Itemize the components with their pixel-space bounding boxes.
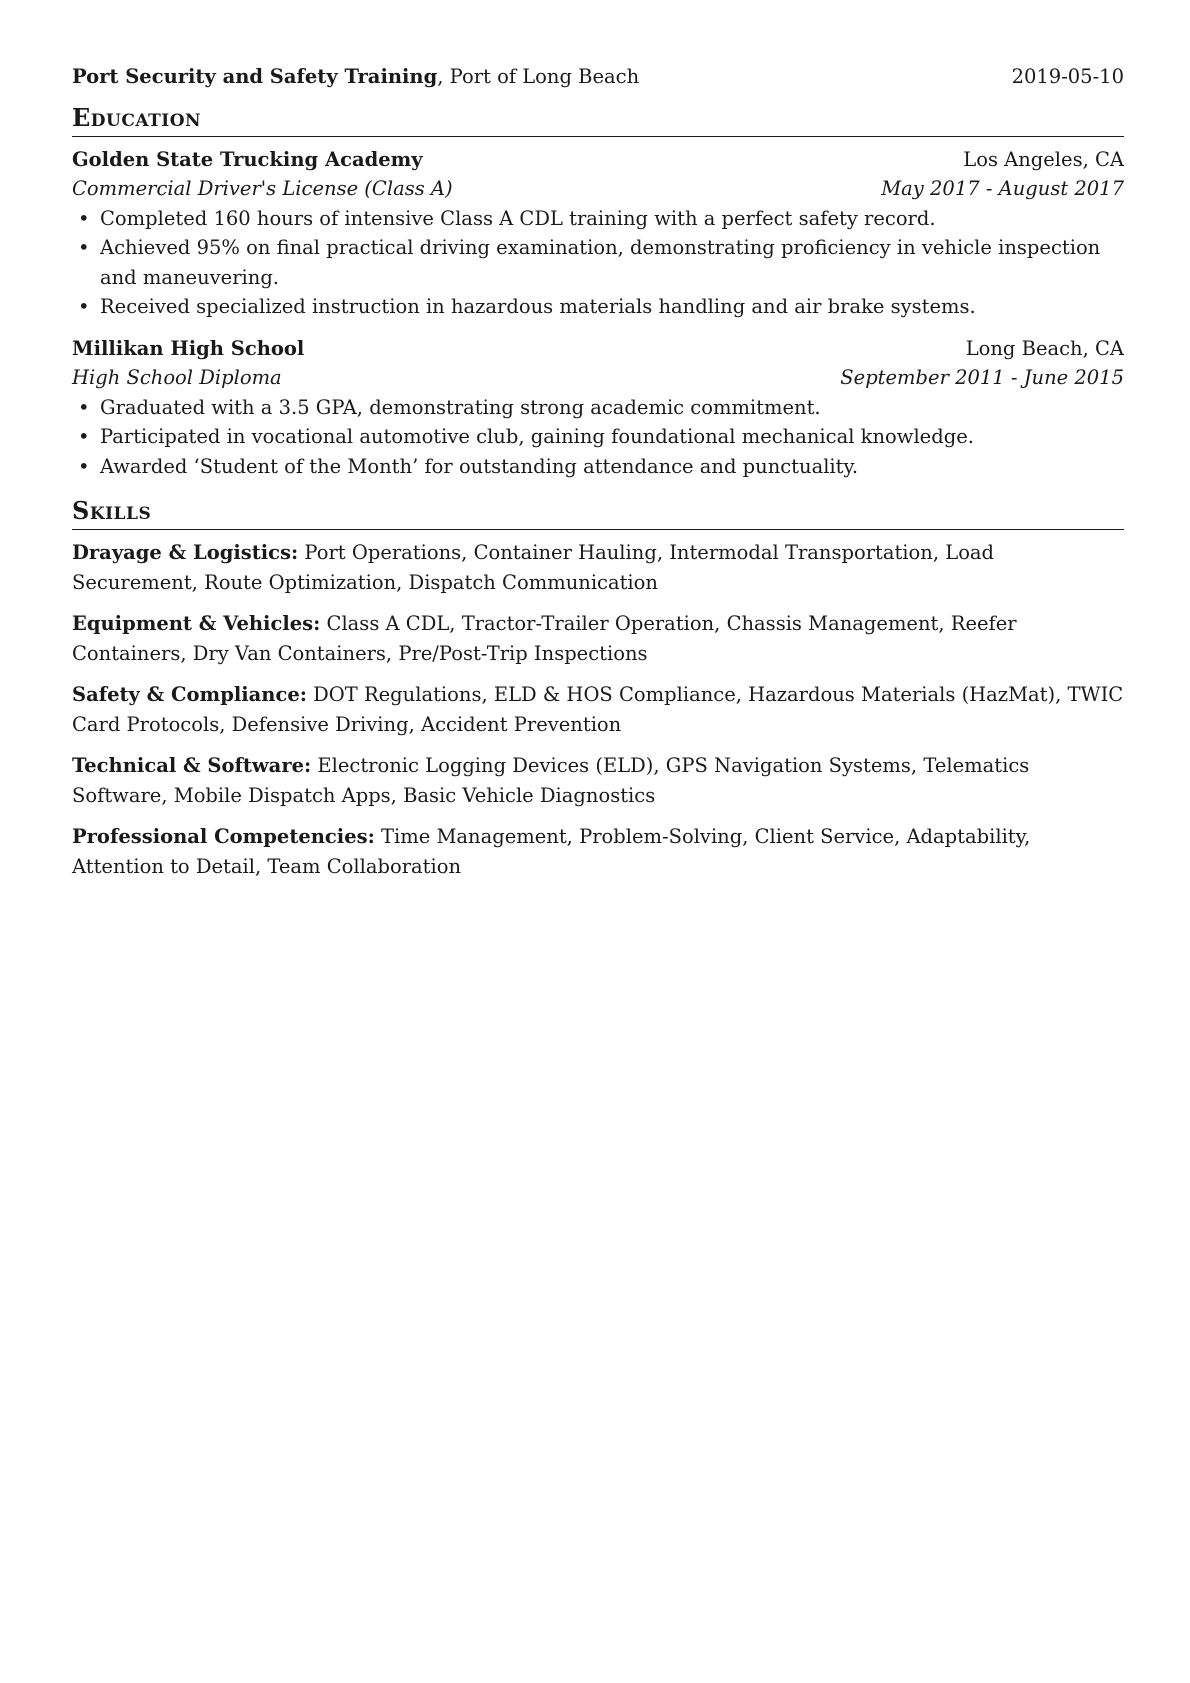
institution-name: Golden State Trucking Academy (72, 147, 423, 171)
skills-heading: Skills (72, 495, 1124, 530)
skill-group-items: Time Management, Problem-Solving, Client Service, Adaptability, Attention to Detail, Team Collaboration (72, 825, 1031, 878)
education-bullets (72, 204, 1124, 322)
skill-group (72, 680, 1124, 739)
education-entry-subheader (72, 363, 1124, 393)
skill-group (72, 538, 1124, 597)
skill-group (72, 751, 1124, 810)
list-item: • Received specialized instruction in hazardous materials handling and air brake systems. (72, 292, 1124, 322)
education-entry-subheader (72, 174, 1124, 204)
education-entry (72, 145, 1124, 322)
list-item: • Participated in vocational automotive club, gaining foundational mechanical knowledge. (72, 422, 1124, 452)
education-entry-header (72, 334, 1124, 364)
skill-group-label: Safety & Compliance: (72, 683, 307, 706)
education-entry-header (72, 145, 1124, 175)
education-heading: Education (72, 102, 1124, 137)
education-dates: May 2017 - August 2017 (881, 177, 1124, 200)
certification-entry (72, 62, 639, 92)
degree-name: High School Diploma (72, 366, 282, 389)
skill-group-items: Class A CDL, Tractor-Trailer Operation, Chassis Management, Reefer Containers, Dry Van Containers, Pre/Post-Trip Inspections (72, 612, 1017, 665)
skill-group (72, 609, 1124, 668)
list-item: • Awarded ‘Student of the Month’ for outstanding attendance and punctuality. (72, 452, 1124, 482)
certification-row (72, 62, 1124, 92)
institution-location: Long Beach, CA (965, 336, 1124, 360)
skill-group (72, 822, 1124, 881)
degree-name: Commercial Driver's License (Class A) (72, 177, 453, 200)
education-entry (72, 334, 1124, 482)
skill-group-label: Drayage & Logistics: (72, 541, 299, 564)
skill-group-items: DOT Regulations, ELD & HOS Compliance, Hazardous Materials (HazMat), TWIC Card Protocols, Defensive Driving, Accident Prevention (72, 683, 1124, 736)
education-dates: September 2011 - June 2015 (840, 366, 1124, 389)
skills-list (72, 538, 1124, 881)
skill-group-label: Technical & Software: (72, 754, 312, 777)
institution-location: Los Angeles, CA (963, 147, 1124, 171)
resume-page (72, 62, 1124, 893)
certification-name: Port Security and Safety Training (72, 65, 438, 88)
skill-group-label: Equipment & Vehicles: (72, 612, 321, 635)
skill-group-items: Electronic Logging Devices (ELD), GPS Navigation Systems, Telematics Software, Mobile Dispatch Apps, Basic Vehicle Diagnostics (72, 754, 1030, 807)
skill-group-label: Professional Competencies: (72, 825, 375, 848)
list-item: • Achieved 95% on final practical driving examination, demonstrating proficiency in vehicle inspection and maneuvering. (72, 233, 1124, 292)
institution-name: Millikan High School (72, 336, 305, 360)
certification-issuer: , Port of Long Beach (437, 65, 640, 88)
skill-group-items: Port Operations, Container Hauling, Intermodal Transportation, Load Securement, Route Optimization, Dispatch Communication (72, 541, 995, 594)
education-bullets (72, 393, 1124, 482)
list-item: • Completed 160 hours of intensive Class A CDL training with a perfect safety record. (72, 204, 1124, 234)
list-item: • Graduated with a 3.5 GPA, demonstrating strong academic commitment. (72, 393, 1124, 423)
certification-date: 2019-05-10 (1011, 65, 1124, 88)
